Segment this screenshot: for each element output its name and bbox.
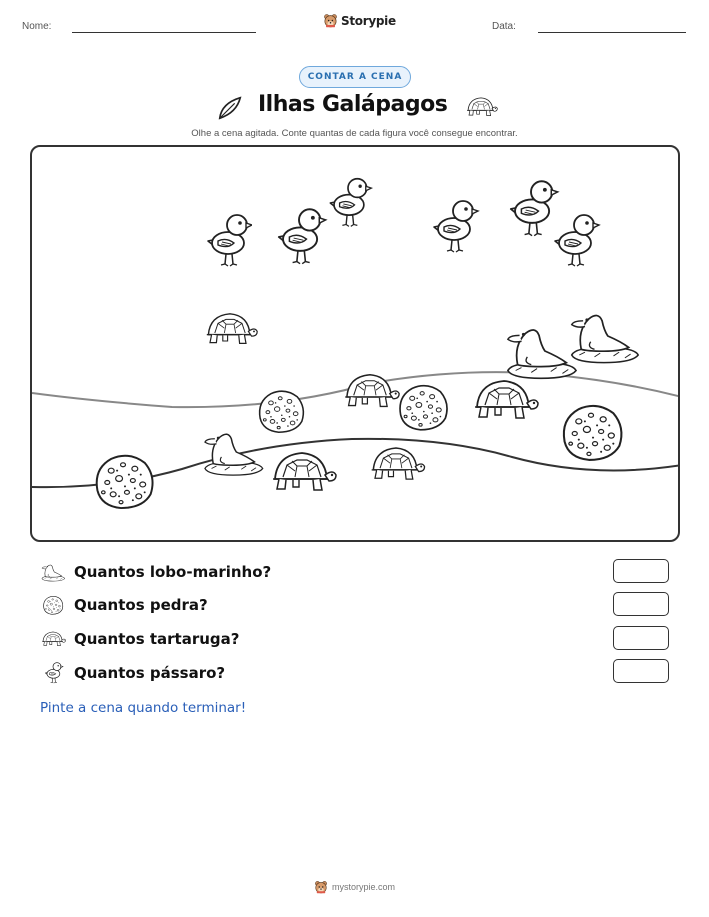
brand-logo [323, 13, 396, 28]
tortoise [273, 453, 336, 490]
question-bird [40, 661, 225, 685]
storypie-bear-icon [314, 880, 328, 894]
bird [511, 181, 558, 235]
bird [555, 215, 599, 266]
tortoise-icon [464, 95, 498, 119]
sea-lion [508, 330, 576, 378]
question-text: Quantos tartaruga? [74, 630, 240, 648]
tortoise-icon [40, 627, 66, 651]
name-field-line[interactable] [72, 32, 256, 33]
leaf-icon [216, 94, 244, 122]
worksheet-header [0, 0, 709, 50]
question-tortoise [40, 627, 239, 651]
rock [564, 406, 622, 460]
instructions: Olhe a cena agitada. Conte quantas de cada figura você consegue encontrar. [191, 128, 518, 139]
bird-icon [40, 661, 66, 685]
page-title: Ilhas Galápagos [258, 92, 448, 117]
rock [97, 456, 153, 508]
tortoise [207, 314, 257, 344]
counting-scene [30, 145, 680, 542]
question-text: Quantos pedra? [74, 596, 208, 614]
question-sea-lion [40, 560, 271, 584]
sea-lion [572, 316, 639, 363]
footer-brand [0, 880, 709, 894]
bird [434, 201, 478, 252]
bird [330, 179, 371, 227]
rock [260, 391, 304, 432]
sea-lion [205, 434, 263, 475]
answer-box-tortoise[interactable] [613, 626, 669, 650]
storypie-bear-icon [323, 13, 338, 28]
question-rock [40, 593, 208, 617]
tortoise [475, 381, 538, 418]
question-text: Quantos lobo-marinho? [74, 563, 272, 581]
date-label: Data: [492, 21, 516, 32]
sea-lion-icon [40, 560, 66, 584]
footer-site: mystorypie.com [331, 882, 395, 892]
answer-box-sea-lion[interactable] [613, 559, 669, 583]
activity-badge: CONTAR A CENA [299, 66, 411, 88]
bird [279, 209, 326, 263]
question-text: Quantos pássaro? [74, 664, 226, 682]
date-field-line[interactable] [538, 32, 686, 33]
rock [400, 386, 447, 430]
name-label: Nome: [22, 21, 52, 32]
answer-box-bird[interactable] [613, 659, 669, 683]
tortoise [372, 448, 425, 479]
bird [208, 215, 252, 266]
brand-name: Storypie [341, 13, 396, 28]
rock-icon [40, 593, 66, 617]
answer-box-rock[interactable] [613, 592, 669, 616]
title-row [0, 92, 709, 124]
coloring-instruction: Pinte a cena quando terminar! [40, 700, 247, 716]
scene-illustration [32, 147, 680, 542]
